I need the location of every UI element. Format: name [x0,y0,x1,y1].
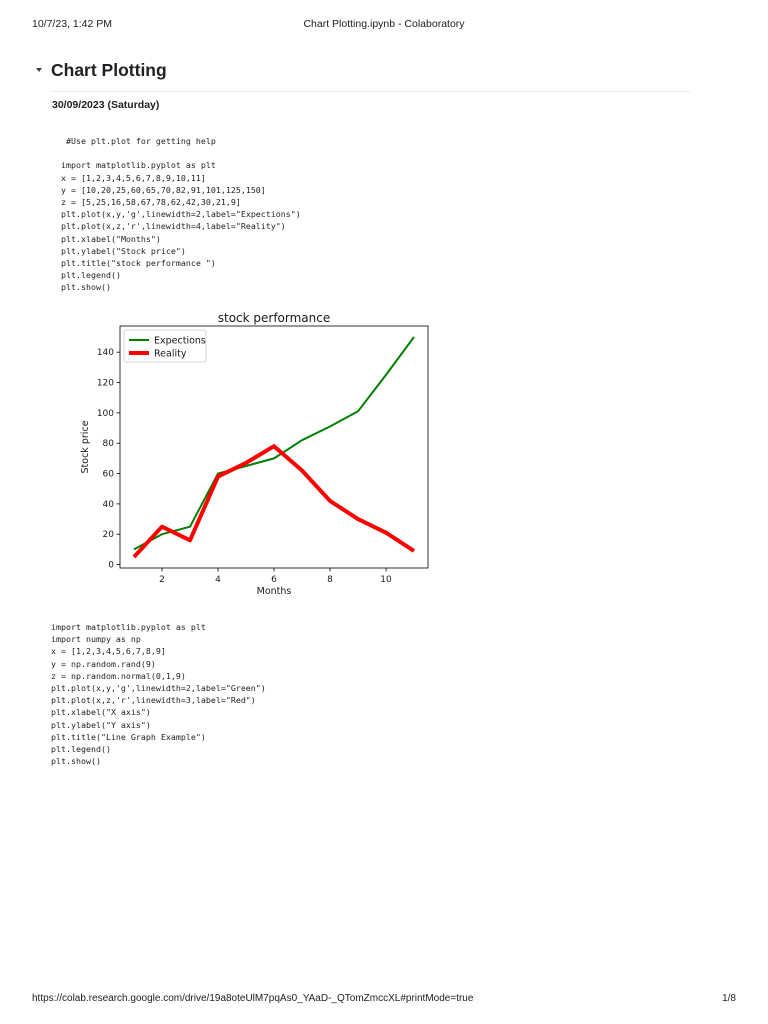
legend-label: Expections [154,335,206,347]
print-datetime: 10/7/23, 1:42 PM [32,18,112,30]
code-line: plt.title("Line Graph Example") [51,731,206,742]
chart-title: stock performance [217,311,331,325]
y-tick-label: 40 [102,499,114,510]
y-tick-label: 60 [102,469,114,480]
collapse-section-icon[interactable] [36,68,42,72]
series-line-expections [134,337,414,549]
code-line: plt.show() [61,282,111,293]
y-tick-label: 0 [108,560,114,571]
code-line: import matplotlib.pyplot as plt [61,160,216,171]
code-line: y = [10,20,25,60,65,70,82,91,101,125,150] [61,184,266,195]
print-header [32,18,736,32]
code-line: plt.ylabel("Y axis") [51,719,151,730]
y-tick-label: 100 [96,408,114,419]
y-tick-label: 120 [96,378,114,389]
x-tick-label: 2 [159,575,165,585]
x-tick-label: 6 [271,575,277,585]
x-axis-label: Months [256,586,292,597]
code-line: y = np.random.rand(9) [51,658,156,669]
section-divider [50,91,690,92]
code-line: z = np.random.normal(0,1,9) [51,670,186,681]
date-text: 30/09/2023 (Saturday) [52,99,160,111]
x-tick-label: 4 [215,575,221,585]
code-cell-2[interactable] [51,621,266,767]
x-tick-label: 8 [327,575,333,585]
y-tick-label: 80 [102,439,114,450]
chart-svg [74,306,436,598]
code-line: z = [5,25,16,58,67,78,62,42,30,21,9] [61,196,241,207]
code-line: import matplotlib.pyplot as plt [51,622,206,632]
y-tick-label: 140 [96,348,114,359]
code-line: plt.plot(x,y,'g',linewidth=2,label="Expections") [61,209,301,220]
series-line-reality [134,446,414,557]
y-axis-label: Stock price [80,420,91,474]
code-line: x = [1,2,3,4,5,6,7,8,9,10,11] [61,172,206,183]
code-line: plt.xlabel("X axis") [51,707,151,718]
y-tick-label: 20 [102,530,114,541]
section-heading [36,56,167,84]
code-line: #Use plt.plot for getting help [61,136,216,146]
chart-output [74,306,436,598]
print-page-title: Chart Plotting.ipynb - Colaboratory [303,18,465,30]
code-line: x = [1,2,3,4,5,6,7,8,9] [51,646,166,657]
code-line: plt.show() [51,756,101,767]
code-line: plt.plot(x,z,'r',linewidth=3,label="Red") [51,695,256,706]
code-line: plt.legend() [51,743,111,754]
legend-label: Reality [154,348,187,360]
code-line: plt.legend() [61,270,121,281]
section-title: Chart Plotting [51,59,167,80]
x-tick-label: 10 [380,575,392,585]
code-line: plt.plot(x,z,'r',linewidth=4,label="Reality") [61,221,286,232]
code-cell-1[interactable] [61,135,301,293]
code-line [61,147,301,159]
code-line: import numpy as np [51,634,141,645]
code-line: plt.title("stock performance ") [61,257,216,268]
print-page-number: 1/8 [722,993,736,1004]
print-url: https://colab.research.google.com/drive/19a8oteUlM7pqAs0_YAaD-_QTomZmccXL#printMode=true [32,993,474,1004]
code-line: plt.plot(x,y,'g',linewidth=2,label="Green") [51,682,266,693]
code-line: plt.xlabel("Months") [61,233,161,244]
print-footer [32,993,736,1007]
code-line: plt.ylabel("Stock price") [61,245,186,256]
